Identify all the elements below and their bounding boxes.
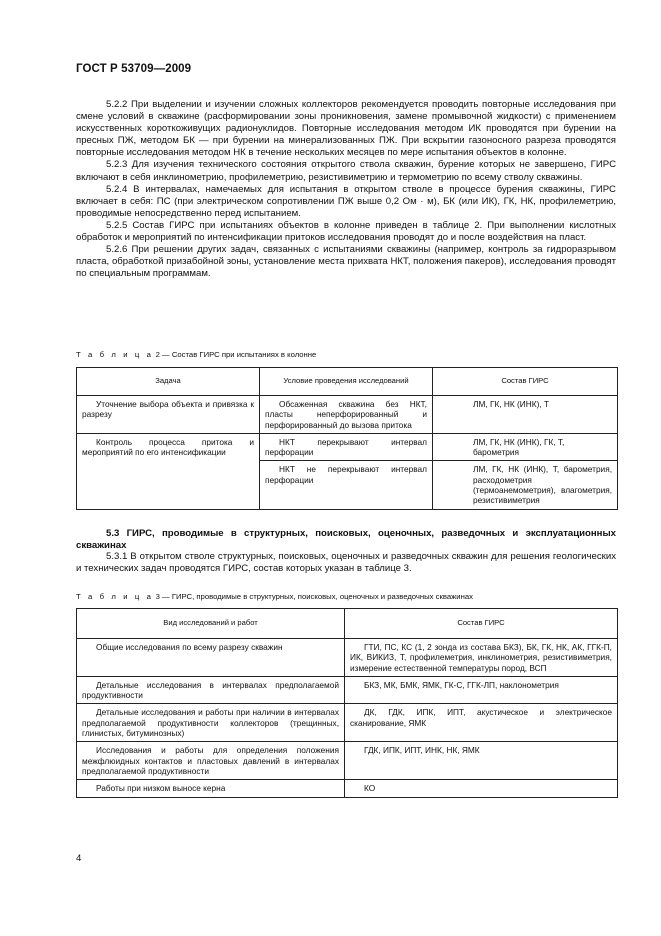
table-3 (76, 608, 618, 798)
table2-caption (76, 350, 316, 360)
table2-header-composition: Состав ГИРС (433, 368, 618, 396)
table3-row2-composition: БКЗ, МК, БМК, ЯМК, ГК-С, ГГК-ЛП, наклонометрия (345, 676, 618, 704)
paragraph-5-2-4: 5.2.4 В интервалах, намечаемых для испытания в открытом стволе в процессе бурения скважины, ГИРС включает в себя: ПС (при электрическом сопротивлении ПЖ выше 0,2 Ом · м), БК (или ИК), ГК, НК, профилеметрию, проводимые непосредственно перед испытанием. (76, 183, 616, 219)
table3-row3-composition: ДК, ГДК, ИПК, ИПТ, акустическое и электрическое сканирование, ЯМК (345, 704, 618, 742)
table2-caption-prefix: Т а б л и ц а (76, 350, 154, 359)
table3-row1-kind: Общие исследования по всему разрезу скважин (77, 639, 345, 677)
paragraph-5-2-3: 5.2.3 Для изучения технического состояния открытого ствола скважин, бурение которых не завершено, ГИРС включают в себя инклинометрию, профилеметрию, резистивиметрию и термометрию по всему стволу скважины. (76, 159, 616, 183)
table-2 (76, 367, 618, 510)
paragraph-5-3-1: 5.3.1 В открытом стволе структурных, поисковых, оценочных и разведочных скважин для решения геологических и технических задач проводятся ГИРС, состав которых указан в таблице 3. (76, 551, 616, 575)
paragraph-5-2-6: 5.2.6 При решении других задач, связанных с испытаниями скважины (например, контроль за гидроразрывом пласта, обработкой призабойной зоны, установление места прихвата НКТ, положения пакеров), исследования проводят по специальным программам. (76, 244, 616, 280)
table3-row2-kind: Детальные исследования в интервалах предполагаемой продуктивности (77, 676, 345, 704)
table-row (77, 704, 618, 742)
table2-row3-condition: НКТ не перекрывают интервал перфорации (260, 461, 433, 509)
table-row (77, 639, 618, 677)
table2-caption-text: 2 — Состав ГИРС при испытаниях в колонне (155, 350, 317, 359)
table3-header-composition: Состав ГИРС (345, 609, 618, 639)
paragraph-5-3-1-block (76, 551, 616, 575)
table2-row1-composition: ЛМ, ГК, НК (ИНК), Т (433, 396, 618, 434)
table-row (77, 396, 618, 434)
table3-row5-composition: КО (345, 780, 618, 797)
page-number: 4 (76, 853, 82, 864)
table-row (77, 742, 618, 780)
table2-row1-condition: Обсаженная скважина без НКТ, пласты неперфорированный и перфорированный до вызова притока (260, 396, 433, 434)
table2-row1-task: Уточнение выбора объекта и привязка к разрезу (77, 396, 260, 434)
table3-caption-text: 3 — ГИРС, проводимые в структурных, поисковых, оценочных и разведочных скважинах (155, 592, 473, 601)
section-5-3-heading: 5.3 ГИРС, проводимые в структурных, поисковых, оценочных, разведочных и эксплуатационных скважинах (76, 528, 616, 552)
table3-row4-kind: Исследования и работы для определения положения межфлюидных контактов и пластовых давлений в интервалах предполагаемой продуктивности (77, 742, 345, 780)
table2-header-task: Задача (77, 368, 260, 396)
table2-row2-composition: ЛМ, ГК, НК (ИНК), ГК, Т, барометрия (433, 433, 618, 461)
table3-caption-prefix: Т а б л и ц а (76, 592, 154, 601)
paragraph-5-2-5: 5.2.5 Состав ГИРС при испытаниях объектов в колонне приведен в таблице 2. При выполнении кислотных обработок и мероприятий по интенсификации притоков исследования проводят до и после воздействия на пласт. (76, 219, 616, 244)
paragraph-5-2-2: 5.2.2 При выделении и изучении сложных коллекторов рекомендуется проводить повторные исследования при смене условий в скважине (расформировании зоны проникновения, замене промывочной жидкости) с применением искусственных короткоживущих радионуклидов. Повторные исследования методом ИК проводятся при бурении на пресных ПЖ, методом БК — при бурении на минерализованных ПЖ. При вскрытии газоносного разреза проводятся повторные исследования методом НК в течение нескольких месяцев по мере испытания объектов в колонне. (76, 99, 616, 159)
table3-header-kind: Вид исследований и работ (77, 609, 345, 639)
table-row (77, 676, 618, 704)
document-header: ГОСТ Р 53709—2009 (76, 63, 192, 75)
table2-row2-task: Контроль процесса притока и мероприятий по его интенсификации (77, 433, 260, 509)
table3-row4-composition: ГДК, ИПК, ИПТ, ИНК, НК, ЯМК (345, 742, 618, 780)
table3-row1-composition: ГТИ, ПС, КС (1, 2 зонда из состава БКЗ), БК, ГК, НК, АК, ГГК-П, ИК, ВИКИЗ, Т, профилеметрия, инклинометрия, резистивиметрия, измерение естественной температуры пород, ВСП (345, 639, 618, 677)
table2-row2-condition: НКТ перекрывают интервал перфорации (260, 433, 433, 461)
paragraphs-5-2 (76, 99, 616, 280)
table3-row3-kind: Детальные исследования и работы при наличии в интервалах предполагаемой продуктивности коллекторов (трещинных, глинистых, битуминозных) (77, 704, 345, 742)
table2-header-condition: Условие проведения исследований (260, 368, 433, 396)
table-row (77, 780, 618, 797)
table3-row5-kind: Работы при низком выносе керна (77, 780, 345, 797)
table-header-row (77, 368, 618, 396)
table2-row3-composition: ЛМ, ГК, НК (ИНК), Т, барометрия, расходометрия (термоанемометрия), влагометрия, резистивиметрия (433, 461, 618, 509)
table-header-row (77, 609, 618, 639)
table3-caption (76, 592, 473, 602)
table-row (77, 433, 618, 461)
